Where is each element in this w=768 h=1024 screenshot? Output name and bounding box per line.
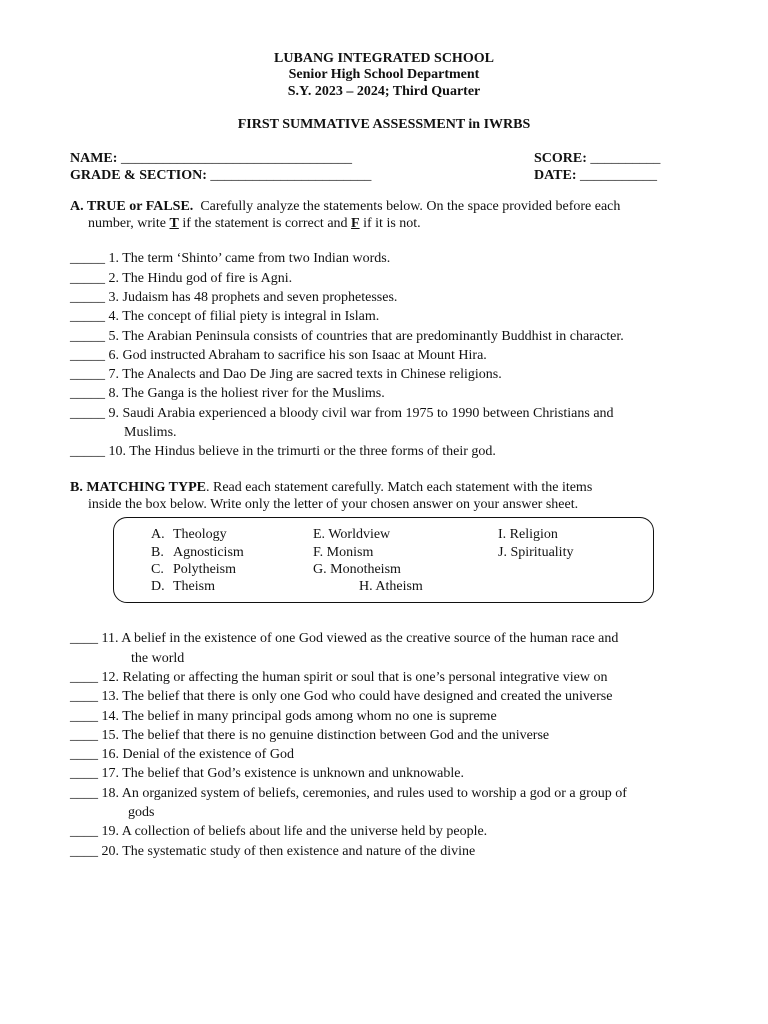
grade-section-blank[interactable]: _______________________ — [210, 168, 372, 183]
question-item: ____ 17. The belief that God’s existence is unknown and unknowable. — [70, 766, 464, 781]
score-label: SCORE: — [534, 151, 587, 166]
question-item: ____ 14. The belief in many principal gods among whom no one is supreme — [70, 709, 497, 724]
question-item: _____ 3. Judaism has 48 prophets and seven prophetesses. — [70, 290, 398, 305]
grade-section-label: GRADE & SECTION: — [70, 168, 207, 183]
question-item-continuation: the world — [131, 651, 185, 666]
question-item-continuation: gods — [128, 805, 155, 820]
question-item: ____ 19. A collection of beliefs about life and the universe held by people. — [70, 824, 488, 839]
false-letter: F — [351, 216, 360, 231]
date-label: DATE: — [534, 168, 577, 183]
question-item: ____ 12. Relating or affecting the human spirit or soul that is one’s personal integrative view on — [70, 670, 608, 685]
choice-letter: C. — [151, 562, 164, 577]
choice-option — [151, 527, 227, 543]
part-b-heading: B. MATCHING TYPE — [70, 480, 206, 495]
question-item-continuation: Muslims. — [124, 425, 177, 440]
question-item: ____ 11. A belief in the existence of one God viewed as the creative source of the human race and — [70, 631, 619, 646]
question-item: _____ 8. The Ganga is the holiest river for the Muslims. — [70, 386, 385, 401]
score-blank[interactable]: __________ — [590, 151, 661, 166]
part-a-instruction — [70, 199, 620, 215]
instr-text: if the statement is correct and — [178, 216, 352, 231]
date-blank[interactable]: ___________ — [580, 168, 658, 183]
choice-option — [151, 562, 236, 578]
choice-letter: F. — [313, 545, 324, 560]
department: Senior High School Department — [288, 67, 480, 82]
question-item: ____ 13. The belief that there is only one God who could have designed and created the universe — [70, 689, 613, 704]
instr-text: if it is not. — [359, 216, 421, 231]
choice-option — [151, 579, 215, 595]
question-item: ____ 18. An organized system of beliefs, ceremonies, and rules used to worship a god or a group of — [70, 786, 627, 801]
choice-text: Atheism — [375, 579, 423, 594]
choice-letter: I. — [498, 527, 507, 542]
choice-option — [313, 562, 401, 578]
choice-option — [151, 545, 244, 561]
score-field[interactable] — [534, 151, 660, 167]
question-item: ____ 20. The systematic study of then existence and nature of the divine — [70, 844, 476, 859]
choice-text: Theism — [173, 579, 215, 594]
part-b-instr-line1: . Read each statement carefully. Match each statement with the items — [206, 480, 593, 495]
assessment-title: FIRST SUMMATIVE ASSESSMENT in IWRBS — [237, 117, 531, 132]
choice-option — [359, 579, 423, 595]
question-item: _____ 1. The term ‘Shinto’ came from two Indian words. — [70, 251, 391, 266]
part-a-instr-line1: Carefully analyze the statements below. On the space provided before each — [200, 199, 621, 214]
choice-text: Religion — [509, 527, 558, 542]
part-a-instr-line2 — [88, 216, 421, 232]
question-item: _____ 2. The Hindu god of fire is Agni. — [70, 271, 293, 286]
choice-text: Monotheism — [330, 562, 401, 577]
choice-option — [313, 527, 390, 543]
choice-text: Monism — [326, 545, 374, 560]
choice-letter: B. — [151, 545, 164, 560]
question-item: _____ 9. Saudi Arabia experienced a bloody civil war from 1975 to 1990 between Christians and — [70, 406, 614, 421]
choice-text: Theology — [173, 527, 227, 542]
question-item: _____ 7. The Analects and Dao De Jing are sacred texts in Chinese religions. — [70, 367, 502, 382]
true-letter: T — [169, 216, 179, 231]
name-field[interactable] — [70, 151, 352, 167]
choice-letter: J. — [498, 545, 507, 560]
grade-section-field[interactable] — [70, 168, 371, 184]
question-item: _____ 4. The concept of filial piety is integral in Islam. — [70, 309, 380, 324]
choice-option — [498, 527, 558, 543]
question-item: _____ 10. The Hindus believe in the trimurti or the three forms of their god. — [70, 444, 496, 459]
choice-letter: D. — [151, 579, 165, 594]
question-item: _____ 6. God instructed Abraham to sacrifice his son Isaac at Mount Hira. — [70, 348, 487, 363]
choice-text: Worldview — [328, 527, 391, 542]
question-item: _____ 5. The Arabian Peninsula consists of countries that are predominantly Buddhist in character. — [70, 329, 624, 344]
name-blank[interactable]: _________________________________ — [120, 151, 352, 166]
choice-text: Agnosticism — [173, 545, 244, 560]
date-field[interactable] — [534, 168, 657, 184]
question-item: ____ 16. Denial of the existence of God — [70, 747, 294, 762]
choice-letter: A. — [151, 527, 165, 542]
choice-letter: G. — [313, 562, 327, 577]
part-a-heading: A. TRUE or FALSE. — [70, 199, 194, 214]
instr-text: number, write — [88, 216, 170, 231]
choice-option — [498, 545, 573, 561]
question-item: ____ 15. The belief that there is no genuine distinction between God and the universe — [70, 728, 550, 743]
school-name: LUBANG INTEGRATED SCHOOL — [274, 51, 494, 66]
part-b-instruction — [70, 480, 592, 496]
name-label: NAME: — [70, 151, 118, 166]
part-b-instr-line2: inside the box below. Write only the letter of your chosen answer on your answer sheet. — [88, 497, 579, 512]
choice-letter: H. — [359, 579, 373, 594]
choice-text: Polytheism — [173, 562, 237, 577]
choice-option — [313, 545, 373, 561]
choice-text: Spirituality — [510, 545, 574, 560]
school-year: S.Y. 2023 – 2024; Third Quarter — [287, 84, 481, 99]
choice-letter: E. — [313, 527, 326, 542]
